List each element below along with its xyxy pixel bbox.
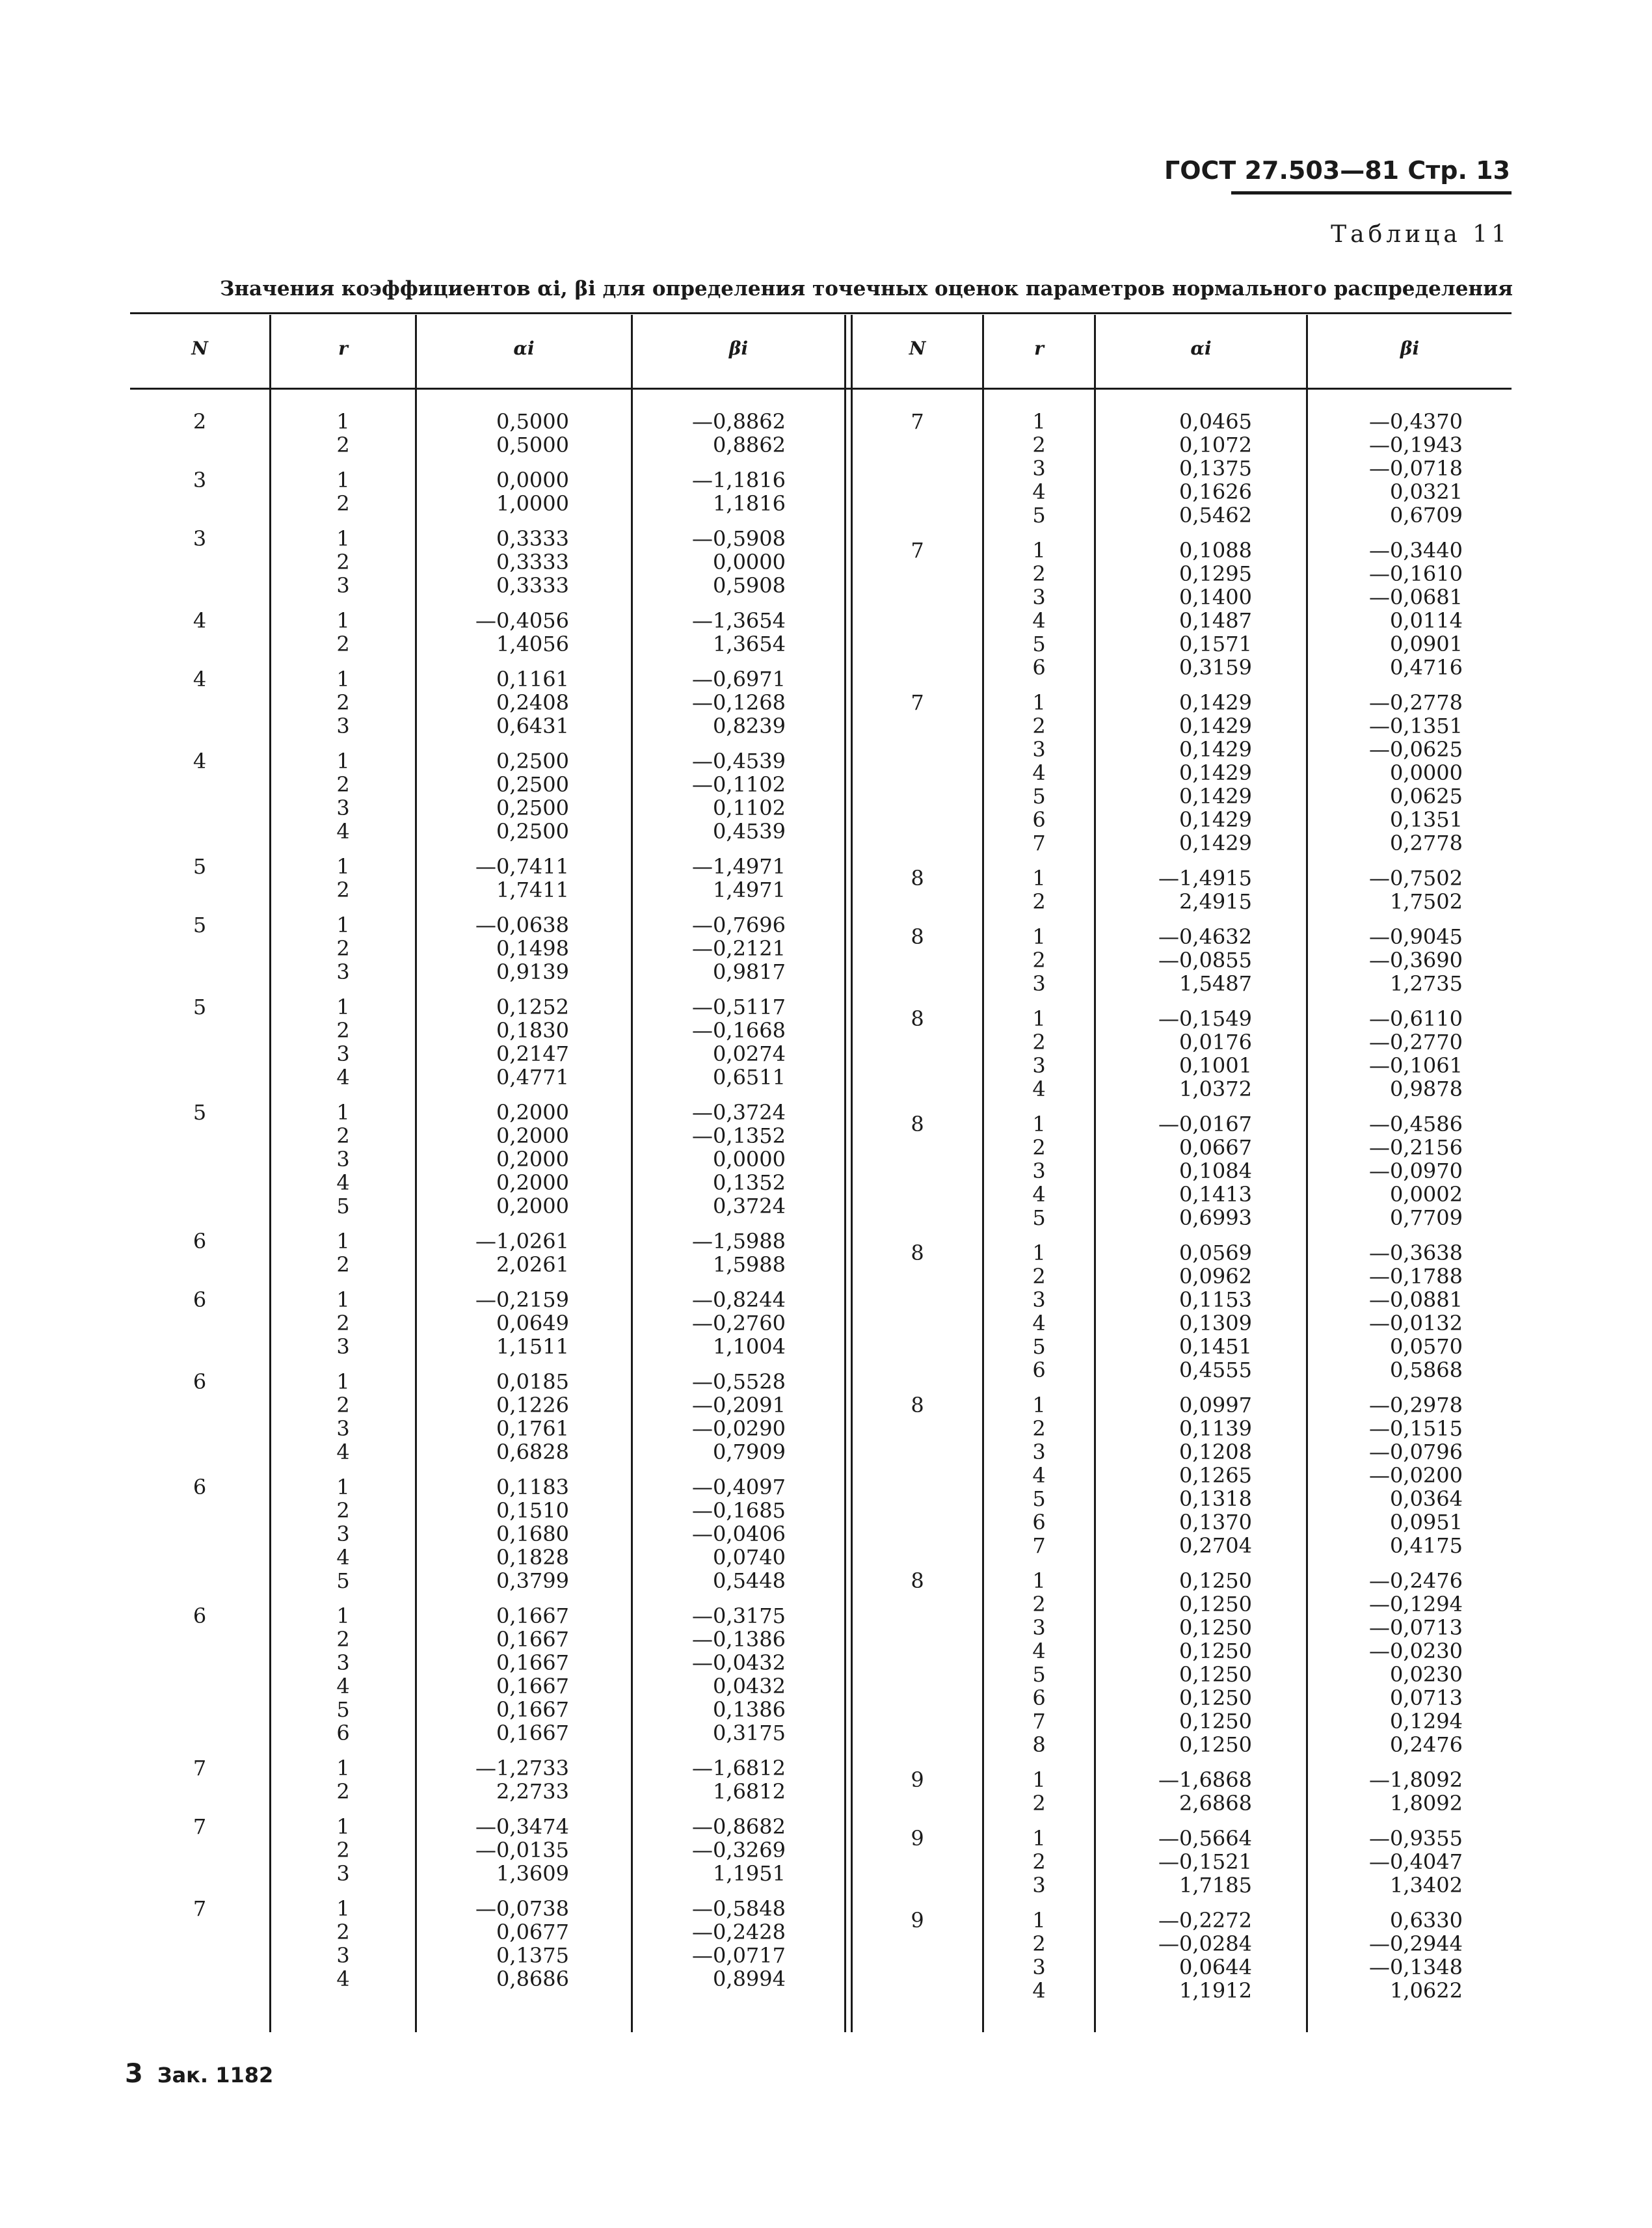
right-alpha-cell: —0,4632 —0,0855 1,5487 bbox=[1158, 924, 1252, 996]
right-r-cell: 1 2 bbox=[1032, 1767, 1046, 1816]
left-r-cell: 1 2 bbox=[336, 1756, 350, 1804]
right-alpha-cell: 0,0465 0,1072 0,1375 0,1626 0,5462 bbox=[1179, 409, 1252, 528]
left-r-cell: 1 2 bbox=[336, 468, 350, 516]
right-alpha-cell: 0,1429 0,1429 0,1429 0,1429 0,1429 0,1429 0,1429 bbox=[1179, 690, 1252, 855]
left-beta-cell: —0,3175 —0,1386 —0,0432 0,0432 0,1386 0,3175 bbox=[692, 1604, 786, 1745]
left-r-cell: 1 2 3 bbox=[336, 667, 350, 738]
right-alpha-cell: —0,5664 —0,1521 1,7185 bbox=[1158, 1826, 1252, 1898]
right-N-cell: 8 bbox=[911, 1393, 924, 1417]
left-r-cell: 1 2 3 bbox=[336, 913, 350, 984]
left-alpha-cell: —0,0638 0,1498 0,9139 bbox=[475, 913, 569, 984]
right-N-cell: 8 bbox=[911, 866, 924, 891]
right-N-cell: 8 bbox=[911, 1006, 924, 1031]
left-alpha-cell: 0,0185 0,1226 0,1761 0,6828 bbox=[496, 1369, 569, 1464]
right-r-cell: 1 2 3 4 5 bbox=[1032, 1112, 1046, 1230]
footer-page-number: 3 bbox=[125, 2059, 143, 2089]
left-r-cell: 1 2 3 4 bbox=[336, 995, 350, 1090]
left-beta-cell: —0,5908 0,0000 0,5908 bbox=[692, 526, 786, 598]
left-alpha-cell: 0,3333 0,3333 0,3333 bbox=[496, 526, 569, 598]
left-alpha-cell: —0,7411 1,7411 bbox=[475, 854, 569, 902]
left-alpha-cell: 0,1183 0,1510 0,1680 0,1828 0,3799 bbox=[496, 1475, 569, 1593]
left-beta-cell: —0,8862 0,8862 bbox=[692, 409, 786, 457]
left-r-cell: 1 2 bbox=[336, 854, 350, 902]
left-N-cell: 3 bbox=[193, 468, 207, 492]
right-beta-cell: —0,7502 1,7502 bbox=[1369, 866, 1463, 914]
running-head: ГОСТ 27.503—81 Стр. 13 bbox=[1164, 156, 1510, 185]
left-beta-cell: —0,3724 —0,1352 0,0000 0,1352 0,3724 bbox=[692, 1100, 786, 1218]
right-beta-cell: —0,3638 —0,1788 —0,0881 —0,0132 0,0570 0,5868 bbox=[1369, 1241, 1463, 1382]
left-alpha-cell: —0,2159 0,0649 1,1511 bbox=[475, 1287, 569, 1359]
left-alpha-cell: —0,0738 0,0677 0,1375 0,8686 bbox=[475, 1896, 569, 1991]
left-r-cell: 1 2 3 bbox=[336, 526, 350, 598]
left-beta-cell: —0,5848 —0,2428 —0,0717 0,8994 bbox=[692, 1896, 786, 1991]
footer-order: Зак. 1182 bbox=[157, 2063, 274, 2087]
right-N-cell: 7 bbox=[911, 690, 924, 715]
left-r-cell: 1 2 3 bbox=[336, 1814, 350, 1886]
table-caption: Значения коэффициентов αi, βi для определения точечных оценок параметров нормального распределения bbox=[220, 277, 1513, 301]
left-r-cell: 1 2 bbox=[336, 409, 350, 457]
left-r-cell: 1 2 3 4 5 6 bbox=[336, 1604, 350, 1745]
footer bbox=[125, 2059, 273, 2089]
left-r-cell: 1 2 3 4 bbox=[336, 1369, 350, 1464]
header-rule bbox=[1231, 191, 1512, 195]
right-N-cell: 9 bbox=[911, 1826, 924, 1851]
right-alpha-cell: —1,4915 2,4915 bbox=[1158, 866, 1252, 914]
left-alpha-cell: 0,1252 0,1830 0,2147 0,4771 bbox=[496, 995, 569, 1090]
center-double-rule bbox=[844, 315, 846, 2032]
left-beta-cell: —0,5528 —0,2091 —0,0290 0,7909 bbox=[692, 1369, 786, 1464]
left-r-cell: 1 2 3 4 5 bbox=[336, 1475, 350, 1593]
right-beta-cell: —0,3440 —0,1610 —0,0681 0,0114 0,0901 0,4716 bbox=[1369, 538, 1463, 680]
header-alpha-right: αi bbox=[1190, 338, 1212, 359]
right-r-cell: 1 2 3 4 bbox=[1032, 1006, 1046, 1101]
left-alpha-cell: 0,5000 0,5000 bbox=[496, 409, 569, 457]
right-alpha-cell: 0,1088 0,1295 0,1400 0,1487 0,1571 0,3159 bbox=[1179, 538, 1252, 680]
right-beta-cell: —0,6110 —0,2770 —0,1061 0,9878 bbox=[1369, 1006, 1463, 1101]
right-alpha-cell: —1,6868 2,6868 bbox=[1158, 1767, 1252, 1816]
left-alpha-cell: 0,0000 1,0000 bbox=[496, 468, 569, 516]
left-alpha-cell: 0,1667 0,1667 0,1667 0,1667 0,1667 0,1667 bbox=[496, 1604, 569, 1745]
left-N-cell: 7 bbox=[193, 1896, 207, 1921]
left-N-cell: 4 bbox=[193, 608, 207, 633]
right-r-cell: 1 2 3 4 5 6 7 8 bbox=[1032, 1568, 1046, 1757]
left-beta-cell: —1,5988 1,5988 bbox=[692, 1229, 786, 1277]
left-N-cell: 4 bbox=[193, 667, 207, 691]
left-alpha-cell: 0,1161 0,2408 0,6431 bbox=[496, 667, 569, 738]
left-beta-cell: —0,4097 —0,1685 —0,0406 0,0740 0,5448 bbox=[692, 1475, 786, 1593]
header-r-right: r bbox=[1034, 338, 1044, 359]
left-beta-cell: —0,7696 —0,2121 0,9817 bbox=[692, 913, 786, 984]
right-alpha-cell: 0,0569 0,0962 0,1153 0,1309 0,1451 0,4555 bbox=[1179, 1241, 1252, 1382]
right-r-cell: 1 2 3 4 5 bbox=[1032, 409, 1046, 528]
right-N-cell: 9 bbox=[911, 1767, 924, 1792]
left-N-cell: 5 bbox=[193, 854, 207, 879]
right-r-cell: 1 2 3 bbox=[1032, 1826, 1046, 1898]
left-N-cell: 4 bbox=[193, 749, 207, 773]
left-alpha-cell: —1,0261 2,0261 bbox=[475, 1229, 569, 1277]
left-N-cell: 5 bbox=[193, 1100, 207, 1125]
left-N-cell: 6 bbox=[193, 1604, 207, 1628]
left-r-cell: 1 2 bbox=[336, 1229, 350, 1277]
left-beta-cell: —0,5117 —0,1668 0,0274 0,6511 bbox=[692, 995, 786, 1090]
left-N-cell: 5 bbox=[193, 995, 207, 1019]
left-beta-cell: —1,1816 1,1816 bbox=[692, 468, 786, 516]
left-beta-cell: —0,6971 —0,1268 0,8239 bbox=[692, 667, 786, 738]
left-beta-cell: —0,4539 —0,1102 0,1102 0,4539 bbox=[692, 749, 786, 844]
left-beta-cell: —1,4971 1,4971 bbox=[692, 854, 786, 902]
left-beta-cell: —0,8682 —0,3269 1,1951 bbox=[692, 1814, 786, 1886]
right-r-cell: 1 2 3 4 5 6 bbox=[1032, 1241, 1046, 1382]
right-r-cell: 1 2 3 bbox=[1032, 924, 1046, 996]
header-N-left: N bbox=[191, 338, 208, 359]
right-beta-cell: —0,2476 —0,1294 —0,0713 —0,0230 0,0230 0,0713 0,1294 0,2476 bbox=[1369, 1568, 1463, 1757]
right-N-cell: 8 bbox=[911, 924, 924, 949]
left-N-cell: 6 bbox=[193, 1475, 207, 1499]
header-bottom-rule bbox=[130, 388, 1512, 390]
table-top-rule bbox=[130, 312, 1512, 314]
left-N-cell: 6 bbox=[193, 1369, 207, 1394]
left-r-cell: 1 2 3 4 5 bbox=[336, 1100, 350, 1218]
left-beta-cell: —1,3654 1,3654 bbox=[692, 608, 786, 656]
right-N-cell: 8 bbox=[911, 1241, 924, 1265]
right-N-cell: 8 bbox=[911, 1112, 924, 1136]
left-r-cell: 1 2 bbox=[336, 608, 350, 656]
right-N-cell: 8 bbox=[911, 1568, 924, 1593]
left-N-cell: 7 bbox=[193, 1756, 207, 1780]
left-alpha-cell: —0,4056 1,4056 bbox=[475, 608, 569, 656]
left-alpha-cell: —1,2733 2,2733 bbox=[475, 1756, 569, 1804]
left-N-cell: 2 bbox=[193, 409, 207, 434]
left-beta-cell: —1,6812 1,6812 bbox=[692, 1756, 786, 1804]
table-label: Таблица 11 bbox=[1331, 221, 1510, 248]
right-beta-cell: —0,9045 —0,3690 1,2735 bbox=[1369, 924, 1463, 996]
header-alpha-left: αi bbox=[513, 338, 535, 359]
left-alpha-cell: 0,2500 0,2500 0,2500 0,2500 bbox=[496, 749, 569, 844]
left-N-cell: 6 bbox=[193, 1287, 207, 1312]
right-beta-cell: —0,4370 —0,1943 —0,0718 0,0321 0,6709 bbox=[1369, 409, 1463, 528]
right-alpha-cell: 0,1250 0,1250 0,1250 0,1250 0,1250 0,1250 0,1250 0,1250 bbox=[1179, 1568, 1252, 1757]
left-beta-cell: —0,8244 —0,2760 1,1004 bbox=[692, 1287, 786, 1359]
right-r-cell: 1 2 bbox=[1032, 866, 1046, 914]
right-beta-cell: —0,4586 —0,2156 —0,0970 0,0002 0,7709 bbox=[1369, 1112, 1463, 1230]
header-N-right: N bbox=[909, 338, 926, 359]
right-beta-cell: —0,9355 —0,4047 1,3402 bbox=[1369, 1826, 1463, 1898]
left-N-cell: 7 bbox=[193, 1814, 207, 1839]
header-beta-right: βi bbox=[1400, 338, 1420, 359]
right-beta-cell: —0,2978 —0,1515 —0,0796 —0,0200 0,0364 0,0951 0,4175 bbox=[1369, 1393, 1463, 1558]
header-r-left: r bbox=[338, 338, 348, 359]
right-r-cell: 1 2 3 4 5 6 7 bbox=[1032, 690, 1046, 855]
left-alpha-cell: —0,3474 —0,0135 1,3609 bbox=[475, 1814, 569, 1886]
right-N-cell: 7 bbox=[911, 409, 924, 434]
header-beta-left: βi bbox=[728, 338, 749, 359]
right-N-cell: 7 bbox=[911, 538, 924, 563]
right-alpha-cell: 0,0997 0,1139 0,1208 0,1265 0,1318 0,1370 0,2704 bbox=[1179, 1393, 1252, 1558]
right-beta-cell: —0,2778 —0,1351 —0,0625 0,0000 0,0625 0,1351 0,2778 bbox=[1369, 690, 1463, 855]
left-r-cell: 1 2 3 4 bbox=[336, 1896, 350, 1991]
right-r-cell: 1 2 3 4 bbox=[1032, 1908, 1046, 2003]
right-beta-cell: 0,6330 —0,2944 —0,1348 1,0622 bbox=[1369, 1908, 1463, 2003]
left-N-cell: 6 bbox=[193, 1229, 207, 1254]
left-N-cell: 3 bbox=[193, 526, 207, 551]
left-r-cell: 1 2 3 bbox=[336, 1287, 350, 1359]
right-alpha-cell: —0,0167 0,0667 0,1084 0,1413 0,6993 bbox=[1158, 1112, 1252, 1230]
left-alpha-cell: 0,2000 0,2000 0,2000 0,2000 0,2000 bbox=[496, 1100, 569, 1218]
left-N-cell: 5 bbox=[193, 913, 207, 937]
right-r-cell: 1 2 3 4 5 6 7 bbox=[1032, 1393, 1046, 1558]
right-r-cell: 1 2 3 4 5 6 bbox=[1032, 538, 1046, 680]
right-alpha-cell: —0,2272 —0,0284 0,0644 1,1912 bbox=[1158, 1908, 1252, 2003]
left-r-cell: 1 2 3 4 bbox=[336, 749, 350, 844]
right-N-cell: 9 bbox=[911, 1908, 924, 1933]
right-beta-cell: —1,8092 1,8092 bbox=[1369, 1767, 1463, 1816]
right-alpha-cell: —0,1549 0,0176 0,1001 1,0372 bbox=[1158, 1006, 1252, 1101]
